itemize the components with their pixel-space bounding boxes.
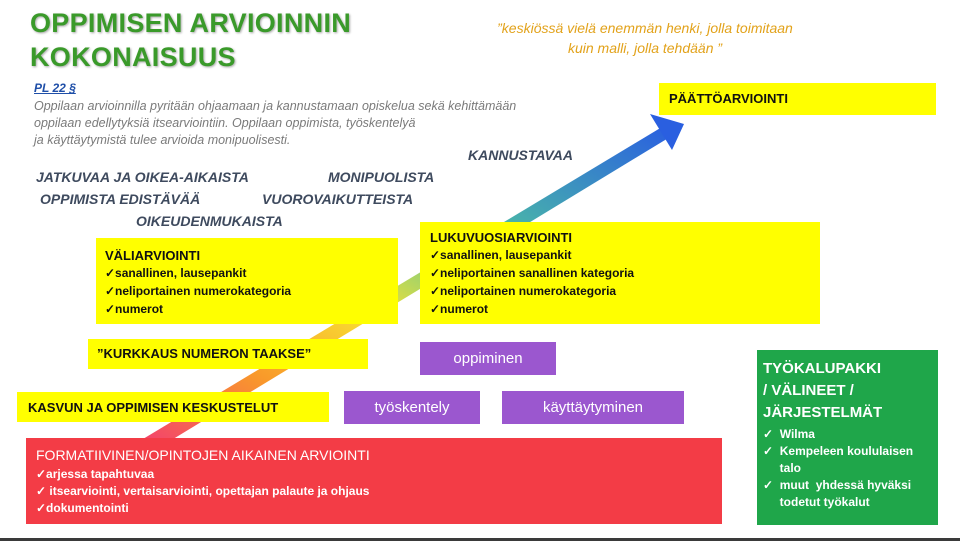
area-behavior: käyttäytyminen bbox=[502, 391, 684, 424]
interim-title: VÄLIARVIOINTI bbox=[105, 248, 201, 263]
toolbox-title-line: / VÄLINEET / bbox=[763, 382, 854, 399]
interim-item: ✓numerot bbox=[105, 302, 164, 316]
toolbox-item: ✓ Kempeleen koululaisen talo bbox=[763, 444, 914, 475]
final-assessment-label: PÄÄTTÖARVIOINTI bbox=[669, 91, 788, 106]
intro-line-3: ja käyttäytymistä tulee arvioida monipuolisesti. bbox=[34, 133, 291, 147]
toolbox-item: ✓ Wilma bbox=[763, 427, 815, 441]
final-assessment-box bbox=[659, 83, 936, 115]
keyword-monipuolista: MONIPUOLISTA bbox=[328, 169, 435, 185]
law-reference-link[interactable]: PL 22 § bbox=[34, 81, 76, 95]
intro-line-2: oppilaan edellytyksiä itsearviointiin. Oppilaan oppimista, työskentelyä bbox=[34, 116, 416, 130]
toolbox-box bbox=[757, 350, 938, 525]
yearly-item: ✓neliportainen sanallinen kategoria bbox=[430, 266, 635, 280]
keyword-vuorovaikutteista: VUOROVAIKUTTEISTA bbox=[262, 191, 414, 207]
interim-item: ✓sanallinen, lausepankit bbox=[105, 266, 247, 280]
yearly-title: LUKUVUOSIARVIOINTI bbox=[430, 230, 573, 245]
yearly-item: ✓numerot bbox=[430, 302, 489, 316]
formative-assessment-box bbox=[26, 438, 722, 524]
quote bbox=[470, 18, 820, 58]
yearly-item: ✓sanallinen, lausepankit bbox=[430, 248, 572, 262]
keyword-oppimista-edistavaa: OPPIMISTA EDISTÄVÄÄ bbox=[40, 191, 201, 207]
interim-item: ✓neliportainen numerokategoria bbox=[105, 284, 292, 298]
formative-item: ✓dokumentointi bbox=[36, 501, 129, 515]
area-work: työskentely bbox=[344, 391, 480, 424]
toolbox-title-line: TYÖKALUPAKKI bbox=[763, 360, 882, 377]
yearly-item: ✓neliportainen numerokategoria bbox=[430, 284, 617, 298]
formative-title: FORMATIIVINEN/OPINTOJEN AIKAINEN ARVIOINTI bbox=[36, 447, 370, 463]
kurkkaus-label: ”KURKKAUS NUMERON TAAKSE” bbox=[97, 346, 312, 361]
keyword-oikeudenmukaista: OIKEUDENMUKAISTA bbox=[136, 213, 283, 229]
toolbox-title-line: JÄRJESTELMÄT bbox=[763, 404, 883, 421]
toolbox-item: ✓ muut yhdessä hyväksi todetut työkalut bbox=[763, 478, 912, 509]
discussions-label: KASVUN JA OPPIMISEN KESKUSTELUT bbox=[28, 400, 279, 415]
keyword-kannustavaa: KANNUSTAVAA bbox=[468, 147, 573, 163]
kurkkaus-box bbox=[88, 339, 368, 369]
formative-item: ✓arjessa tapahtuvaa bbox=[36, 467, 155, 481]
title-line-2: KOKONAISUUS bbox=[30, 42, 236, 72]
keyword-jatkuvaa: JATKUVAA JA OIKEA-AIKAISTA bbox=[36, 169, 249, 185]
page-title bbox=[30, 6, 351, 74]
intro-text bbox=[34, 98, 634, 149]
formative-item: ✓ itsearviointi, vertaisarviointi, opettajan palaute ja ohjaus bbox=[36, 484, 370, 498]
intro-line-1: Oppilaan arvioinnilla pyritään ohjaamaan ja kannustamaan opiskelua sekä kehittämään bbox=[34, 99, 517, 113]
interim-assessment-box bbox=[96, 238, 398, 324]
quote-line-1: ”keskiössä vielä enemmän henki, jolla toimitaan bbox=[497, 20, 793, 36]
area-learning: oppiminen bbox=[420, 342, 556, 375]
yearly-assessment-box bbox=[420, 222, 820, 324]
discussions-box bbox=[17, 392, 329, 422]
quote-line-2: kuin malli, jolla tehdään ” bbox=[567, 40, 723, 56]
title-line-1: OPPIMISEN ARVIOINNIN bbox=[30, 8, 352, 38]
